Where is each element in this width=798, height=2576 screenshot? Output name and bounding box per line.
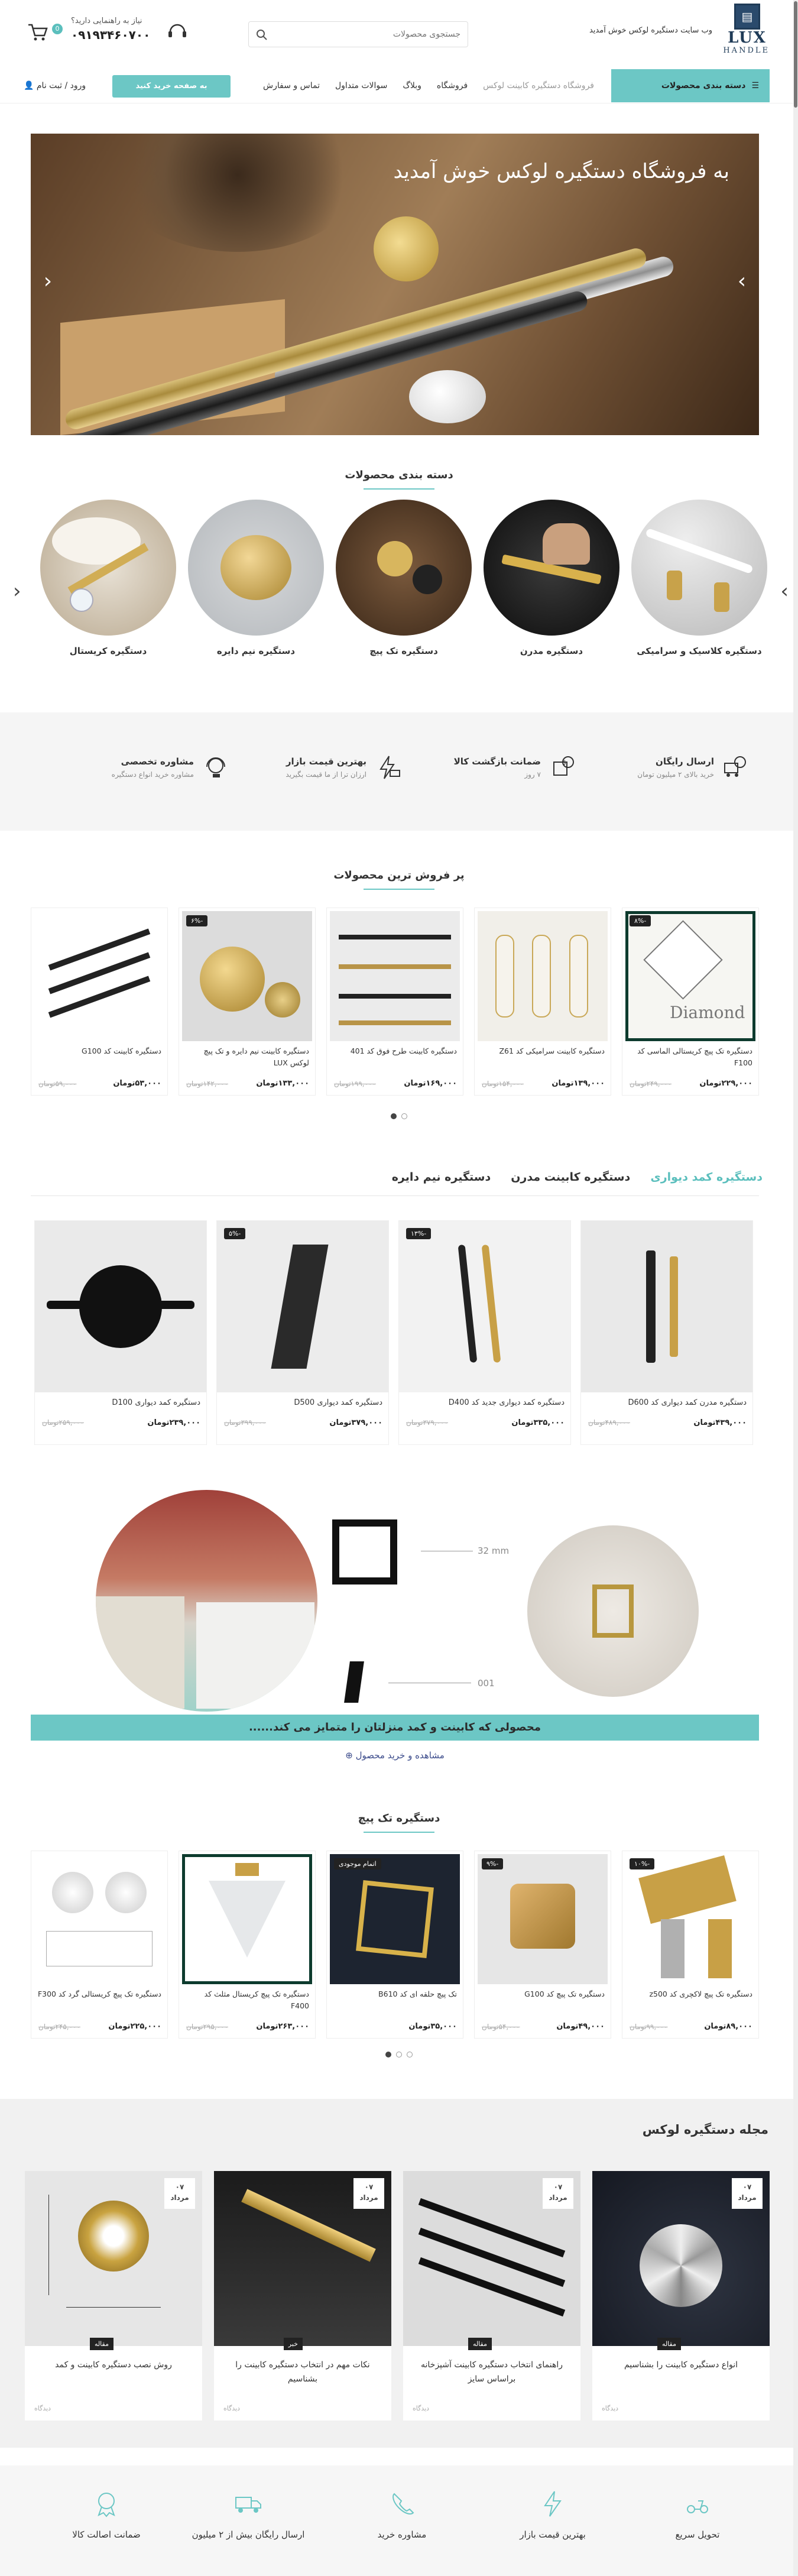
category-label: دستگیره مدرن xyxy=(520,646,583,656)
category-image xyxy=(188,500,324,636)
category-label: دستگیره کریستال xyxy=(69,646,147,656)
post-title[interactable]: راهنمای انتخاب دستگیره کابینت آشپزخانه براساس سایز xyxy=(421,2360,563,2384)
product-image: Diamond xyxy=(625,911,755,1041)
header-tagline: وب سایت دستگیره لوکس خوش آمدید xyxy=(589,26,712,35)
help-contact xyxy=(71,17,150,42)
product-old-price: ۴۸۹,۰۰۰تومان xyxy=(588,1418,630,1427)
product-old-price: ۳۷۹,۰۰۰تومان xyxy=(406,1418,448,1427)
bottom-feature-label: مشاوره خرید xyxy=(377,2529,427,2540)
promo-band: محصولی که کابینت و کمد منزلتان را متمایز می کند...... xyxy=(31,1715,759,1741)
post-date xyxy=(353,2178,384,2209)
discount-badge: -۹% xyxy=(482,1858,503,1869)
logo-mark-icon: ▤ xyxy=(734,4,760,30)
product-price: ۲۲۹,۰۰۰تومان xyxy=(699,1079,752,1088)
product-price: ۲۲۵,۰۰۰تومان xyxy=(108,2022,161,2031)
category-half-circle[interactable] xyxy=(188,500,324,658)
single-screw-title: دستگیره تک پیچ xyxy=(0,1812,798,1833)
post-meta: دیدگاه xyxy=(34,2405,51,2412)
post-month: مرداد xyxy=(170,2193,189,2202)
product-image xyxy=(478,1854,608,1984)
feature-title: ارسال رایگان xyxy=(656,756,714,767)
categories-carousel xyxy=(0,500,798,689)
product-name[interactable]: دستگیره کابینت طرح فوق کد 401 xyxy=(350,1046,457,1055)
feature-sub: خرید بالای ۲ میلیون تومان xyxy=(637,770,714,779)
product-old-price: ۲۴۹,۰۰۰تومان xyxy=(630,1080,672,1088)
category-label: دستگیره نیم دایره xyxy=(216,646,296,656)
search-input[interactable] xyxy=(271,22,460,47)
category-label: دستگیره کلاسیک و سرامیکی xyxy=(637,646,762,656)
promo-dimension-label: 001 xyxy=(478,1678,495,1689)
cart-count-badge: 0 xyxy=(52,24,63,34)
header xyxy=(0,0,798,68)
product-old-price: ۲۴۵,۰۰۰تومان xyxy=(38,2023,80,2031)
tab-half-circle[interactable]: دستگیره نیم دایره xyxy=(391,1171,491,1184)
product-card[interactable] xyxy=(474,908,611,1096)
quality-badge-icon xyxy=(92,2489,121,2519)
product-card[interactable] xyxy=(31,1851,168,2039)
hero-title: به فروشگاه دستگیره لوکس خوش آمدید xyxy=(393,160,729,183)
feature-sub: ارزان ترا از ما قیمت بگیرید xyxy=(286,770,366,779)
svg-text:$: $ xyxy=(562,760,566,766)
post-tag[interactable]: مقاله xyxy=(657,2338,681,2350)
product-name[interactable]: دستگیره تک پیچ کریستالی الماسی کد F100 xyxy=(637,1046,752,1067)
pagination-dot-active[interactable] xyxy=(385,2052,391,2057)
discount-badge: -۵% xyxy=(224,1228,245,1239)
product-card[interactable] xyxy=(580,1220,753,1445)
categories-next-icon[interactable]: › xyxy=(780,579,789,603)
product-card[interactable] xyxy=(398,1220,571,1445)
out-of-stock-badge: اتمام موجودی xyxy=(334,1858,381,1869)
blog-post-card[interactable] xyxy=(403,2171,580,2421)
promo-bar-handle xyxy=(344,1661,364,1703)
product-card[interactable] xyxy=(326,1851,463,2039)
tab-wardrobe[interactable]: دستگیره کمد دیواری xyxy=(650,1171,763,1184)
post-date xyxy=(164,2178,195,2209)
nav-item-contact[interactable]: تماس و سفارش xyxy=(263,81,320,90)
post-tag[interactable]: مقاله xyxy=(90,2338,113,2350)
product-name[interactable]: دستگیره تک پیچ لاکچری کد z500 xyxy=(649,1989,752,1998)
wardrobe-grid xyxy=(31,1220,759,1447)
category-image xyxy=(484,500,619,636)
bottom-features xyxy=(0,2465,798,2576)
pagination-dot[interactable] xyxy=(396,2052,402,2057)
post-day: ۰۷ xyxy=(553,2183,563,2191)
product-old-price: ۵۴,۰۰۰تومان xyxy=(482,2023,520,2031)
product-image xyxy=(581,1221,752,1392)
scrollbar-thumb[interactable] xyxy=(794,1,797,108)
feature-consulting xyxy=(82,754,229,781)
bottom-feature xyxy=(632,2489,763,2540)
post-day: ۰۷ xyxy=(175,2183,184,2191)
product-price: ۱۳۹,۰۰۰تومان xyxy=(552,1079,605,1088)
promo-dimension-label: 32 mm xyxy=(478,1545,510,1556)
category-classic-ceramic[interactable] xyxy=(631,500,767,658)
bottom-feature-label: تحویل سریع xyxy=(675,2529,720,2540)
nav-item-faq[interactable]: سوالات متداول xyxy=(335,81,388,90)
product-image xyxy=(217,1221,388,1392)
post-tag[interactable]: مقاله xyxy=(468,2338,492,2350)
category-image xyxy=(40,500,176,636)
tabs-divider xyxy=(31,1195,759,1196)
product-price: ۴۳۹,۰۰۰تومان xyxy=(693,1418,747,1427)
product-price: ۱۶۹,۰۰۰تومان xyxy=(404,1079,457,1088)
lightning-price-icon xyxy=(375,754,402,781)
bottom-feature xyxy=(488,2489,618,2540)
bottom-feature-label: ارسال رایگان بیش از ۲ میلیون xyxy=(192,2529,305,2540)
discount-badge: -۶% xyxy=(186,915,207,926)
product-name[interactable]: دستگیره کمد دیواری جدید کد D400 xyxy=(448,1398,565,1407)
nav-item-lux-store[interactable]: فروشگاه دستگیره کابینت لوکس xyxy=(483,81,594,90)
categories-menu-label: دسته بندی محصولات xyxy=(661,81,746,90)
promo-square-handle xyxy=(332,1519,397,1585)
cart-icon xyxy=(26,20,50,44)
post-meta: دیدگاه xyxy=(413,2405,430,2412)
product-image xyxy=(399,1221,570,1392)
product-old-price: ۱۵۴,۰۰۰تومان xyxy=(482,1080,524,1088)
site-logo[interactable] xyxy=(725,4,770,65)
product-card[interactable] xyxy=(31,908,168,1096)
product-price: ۵۳,۰۰۰تومان xyxy=(113,1079,161,1088)
product-image xyxy=(330,911,460,1041)
nav-item-blog[interactable]: وبلاگ xyxy=(403,81,421,90)
feature-best-price xyxy=(254,754,402,781)
nav-menu xyxy=(263,68,594,103)
product-price: ۴۹,۰۰۰تومان xyxy=(556,2022,605,2031)
product-name[interactable]: دستگیره کابینت سرامیکی کد Z61 xyxy=(499,1046,605,1055)
product-tabs xyxy=(392,1171,763,1184)
category-crystal[interactable] xyxy=(40,500,176,658)
product-image xyxy=(478,911,608,1041)
shop-page-button[interactable]: به صفحه خرید کنید xyxy=(112,75,231,98)
hero-prev-arrow-icon[interactable]: ‹ xyxy=(43,269,53,293)
product-old-price: ۵۹,۰۰۰تومان xyxy=(38,1080,77,1088)
product-price: ۲۶۳,۰۰۰تومان xyxy=(256,2022,309,2031)
post-title[interactable]: نکات مهم در انتخاب دستگیره کابینت را بشناسیم xyxy=(235,2360,370,2384)
magazine-title: مجله دستگیره لوکس xyxy=(642,2123,768,2137)
blog-post-card[interactable] xyxy=(25,2171,202,2421)
post-month: مرداد xyxy=(738,2193,757,2202)
fast-delivery-icon xyxy=(683,2489,712,2519)
help-question: نیاز به راهنمایی دارید؟ xyxy=(71,17,142,25)
main-nav xyxy=(0,68,798,103)
product-name[interactable]: دستگیره تک پیچ کریستالی گرد کد F300 xyxy=(37,1989,161,1998)
product-name[interactable]: تک پیچ حلقه ای کد B610 xyxy=(378,1989,457,1998)
blog-post-card[interactable] xyxy=(592,2171,770,2421)
view-product-link[interactable] xyxy=(31,1750,759,1761)
pagination-dot-active[interactable] xyxy=(391,1113,397,1119)
product-name[interactable]: دستگیره تک پیچ کریستال مثلث کد F400 xyxy=(204,1989,309,2010)
post-title[interactable]: روش نصب دستگیره کابینت و کمد xyxy=(55,2360,172,2370)
feature-title: ضمانت بازگشت کالا xyxy=(453,756,541,767)
menu-icon: ☰ xyxy=(751,81,759,90)
hero-slider[interactable] xyxy=(31,134,759,435)
login-link[interactable] xyxy=(24,81,86,90)
product-old-price: ۱۹۹,۰۰۰تومان xyxy=(334,1080,376,1088)
return-box-icon xyxy=(549,754,576,781)
cart-small-icon: ⊕ xyxy=(345,1750,353,1761)
user-icon: 👤 xyxy=(24,81,34,90)
post-month: مرداد xyxy=(549,2193,567,2202)
product-card[interactable] xyxy=(34,1220,207,1445)
bestsellers-carousel xyxy=(31,908,759,1097)
product-name[interactable]: دستگیره کابینت نیم دایره و تک پیچ لوکس LUX xyxy=(203,1046,309,1067)
hero-next-arrow-icon[interactable]: › xyxy=(737,269,747,293)
magazine-section xyxy=(0,2099,798,2448)
discount-badge: -۱۳% xyxy=(406,1228,431,1239)
categories-title: دسته بندی محصولات xyxy=(0,469,798,490)
categories-prev-icon[interactable]: ‹ xyxy=(13,579,21,603)
discount-badge: -۱۰% xyxy=(630,1858,654,1869)
search-box[interactable] xyxy=(248,21,468,47)
truck-clock-icon xyxy=(722,754,750,781)
product-price: ۲۳۹,۰۰۰تومان xyxy=(147,1418,200,1427)
product-card[interactable] xyxy=(622,908,759,1096)
bottom-feature xyxy=(41,2489,171,2540)
product-price: ۳۳۵,۰۰۰تومان xyxy=(511,1418,565,1427)
product-card[interactable] xyxy=(179,908,316,1096)
product-name[interactable]: دستگیره کمد دیواری D500 xyxy=(294,1398,382,1407)
product-name[interactable]: دستگیره کابینت کد G100 xyxy=(82,1046,161,1055)
product-image xyxy=(625,1854,755,1984)
feature-sub: مشاوره خرید انواع دستگیره xyxy=(111,770,194,779)
cart-button[interactable] xyxy=(24,20,60,46)
product-price: ۱۳۳,۰۰۰تومان xyxy=(256,1079,309,1088)
page-scrollbar[interactable] xyxy=(793,0,798,2576)
product-image xyxy=(34,1854,164,1984)
product-name[interactable]: دستگیره تک پیچ کد G100 xyxy=(524,1989,605,1998)
product-old-price: ۲۵۹,۰۰۰تومان xyxy=(42,1418,84,1427)
single-screw-carousel xyxy=(31,1851,759,2040)
single-screw-pagination xyxy=(0,2049,798,2060)
product-card[interactable] xyxy=(179,1851,316,2039)
feature-sub: ۷ روز xyxy=(524,770,541,779)
bottom-feature-label: بهترین قیمت بازار xyxy=(520,2529,586,2540)
post-month: مرداد xyxy=(359,2193,378,2202)
delivery-truck-icon xyxy=(233,2489,263,2519)
login-label: ورود / ثبت نام xyxy=(36,81,86,90)
product-price: ۳۷۹,۰۰۰تومان xyxy=(329,1418,382,1427)
category-label: دستگیره تک پیچ xyxy=(369,646,438,656)
product-card[interactable] xyxy=(474,1851,611,2039)
feature-return-guarantee xyxy=(429,754,576,781)
bestsellers-pagination xyxy=(0,1110,798,1122)
product-card[interactable] xyxy=(326,908,463,1096)
feature-free-shipping xyxy=(602,754,750,781)
post-date xyxy=(732,2178,763,2209)
pagination-dot[interactable] xyxy=(407,2052,413,2057)
phone-support-icon xyxy=(387,2489,417,2519)
post-day: ۰۷ xyxy=(742,2183,752,2191)
search-icon[interactable] xyxy=(256,29,268,41)
product-image xyxy=(330,1854,460,1984)
post-tag[interactable]: خبر xyxy=(284,2338,303,2350)
post-meta: دیدگاه xyxy=(602,2405,619,2412)
categories-menu-button[interactable] xyxy=(611,69,770,102)
product-price: ۳۵,۰۰۰تومان xyxy=(408,2022,457,2031)
product-image xyxy=(182,911,312,1041)
feature-title: بهترین قیمت بازار xyxy=(286,756,366,767)
product-card[interactable] xyxy=(622,1851,759,2039)
promo-banner xyxy=(31,1490,759,1761)
view-product-label: مشاهده و خرید محصول xyxy=(355,1750,445,1761)
post-day: ۰۷ xyxy=(364,2183,374,2191)
phone-number[interactable]: ۰۹۱۹۳۴۶۰۷۰۰ xyxy=(71,28,151,42)
product-old-price: ۲۹۵,۰۰۰تومان xyxy=(186,2023,228,2031)
tab-modern-cabinet[interactable]: دستگیره کابینت مدرن xyxy=(511,1171,631,1184)
product-old-price: ۹۹,۰۰۰تومان xyxy=(630,2023,668,2031)
headset-icon xyxy=(166,19,189,43)
consultant-icon xyxy=(202,754,229,781)
product-old-price: ۳۹۹,۰۰۰تومان xyxy=(224,1418,266,1427)
hero-knob-gold xyxy=(374,216,439,281)
product-name[interactable]: دستگیره مدرن کمد دیواری کد D600 xyxy=(628,1398,747,1407)
product-old-price: ۱۴۲,۰۰۰تومان xyxy=(186,1080,228,1088)
product-image xyxy=(35,1221,206,1392)
category-image xyxy=(336,500,472,636)
post-date xyxy=(543,2178,573,2209)
product-image xyxy=(182,1854,312,1984)
product-card[interactable] xyxy=(216,1220,389,1445)
category-modern[interactable] xyxy=(484,500,619,658)
pagination-dot[interactable] xyxy=(401,1113,407,1119)
feature-title: مشاوره تخصصی xyxy=(121,756,194,767)
discount-badge: -۸% xyxy=(630,915,651,926)
category-single-screw[interactable] xyxy=(336,500,472,658)
promo-detail-image xyxy=(527,1525,699,1697)
post-title[interactable]: انواع دستگیره کابینت را بشناسیم xyxy=(624,2360,738,2370)
category-image xyxy=(631,500,767,636)
bottom-feature xyxy=(183,2489,313,2540)
post-meta: دیدگاه xyxy=(223,2405,241,2412)
logo-text-lux: LUX xyxy=(728,29,767,47)
features-strip xyxy=(0,712,798,831)
hero-knob-white xyxy=(409,370,486,423)
hero-nest-decor xyxy=(113,134,362,252)
product-price: ۸۹,۰۰۰تومان xyxy=(704,2022,752,2031)
bottom-feature xyxy=(337,2489,467,2540)
nav-item-shop[interactable]: فروشگاه xyxy=(436,81,468,90)
promo-kitchen-image xyxy=(96,1490,317,1712)
product-image xyxy=(34,911,164,1041)
lightning-icon xyxy=(538,2489,567,2519)
bottom-feature-label: ضمانت اصالت کالا xyxy=(72,2529,141,2540)
bestsellers-title: پر فروش ترین محصولات xyxy=(0,869,798,890)
logo-text-handle: HANDLE xyxy=(723,46,770,55)
product-name[interactable]: دستگیره کمد دیواری D100 xyxy=(112,1398,200,1407)
blog-post-card[interactable] xyxy=(214,2171,391,2421)
